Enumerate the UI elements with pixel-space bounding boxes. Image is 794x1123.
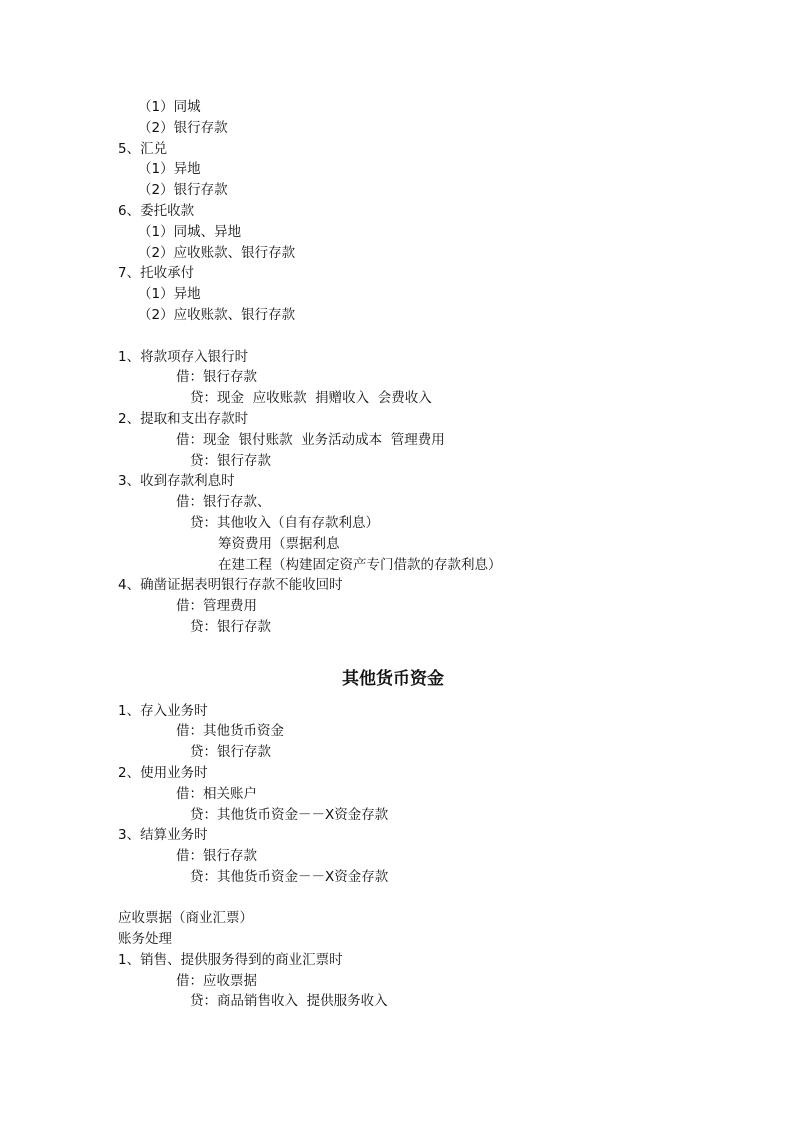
- entry-heading: 1、销售、提供服务得到的商业汇票时: [118, 952, 343, 968]
- debit-line: 借：管理费用: [176, 598, 257, 614]
- list-heading: 5、汇兑: [118, 141, 168, 157]
- entry-heading: 4、确凿证据表明银行存款不能收回时: [118, 577, 343, 593]
- subsection-title: 应收票据（商业汇票）: [118, 910, 253, 926]
- list-item: （1）异地: [138, 161, 201, 177]
- entry-heading: 3、结算业务时: [118, 827, 208, 843]
- debit-line: 借：其他货币资金: [176, 723, 284, 739]
- debit-line: 借：应收票据: [176, 973, 257, 989]
- section-title: 其他货币资金: [342, 669, 444, 689]
- entry-heading: 3、收到存款利息时: [118, 473, 235, 489]
- entry-heading: 1、将款项存入银行时: [118, 349, 249, 365]
- entry-heading: 2、提取和支出存款时: [118, 411, 249, 427]
- debit-line: 借：银行存款: [176, 848, 257, 864]
- list-item: （2）应收账款、银行存款: [138, 307, 296, 323]
- list-item: （2）银行存款: [138, 120, 228, 136]
- credit-line: 贷：其他收入（自有存款利息）: [190, 515, 379, 531]
- credit-line-continued: 在建工程（构建固定资产专门借款的存款利息）: [218, 557, 502, 573]
- entry-heading: 1、存入业务时: [118, 703, 208, 719]
- entry-heading: 2、使用业务时: [118, 765, 208, 781]
- list-item: （1）同城、异地: [138, 224, 242, 240]
- debit-line: 借：银行存款: [176, 369, 257, 385]
- list-item: （1）异地: [138, 286, 201, 302]
- credit-line: 贷：银行存款: [190, 619, 271, 635]
- debit-line: 借：现金 银付账款 业务活动成本 管理费用: [176, 432, 445, 448]
- credit-line-continued: 筹资费用（票据利息: [218, 536, 340, 552]
- list-heading: 6、委托收款: [118, 203, 195, 219]
- credit-line: 贷：银行存款: [190, 453, 271, 469]
- list-item: （2）应收账款、银行存款: [138, 245, 296, 261]
- debit-line: 借：相关账户: [176, 786, 257, 802]
- credit-line: 贷：银行存款: [190, 744, 271, 760]
- debit-line: 借：银行存款、: [176, 494, 271, 510]
- list-heading: 7、托收承付: [118, 265, 195, 281]
- subsection-subtitle: 账务处理: [118, 931, 172, 947]
- credit-line: 贷：其他货币资金－－X资金存款: [190, 807, 389, 823]
- credit-line: 贷：其他货币资金－－X资金存款: [190, 869, 389, 885]
- credit-line: 贷：商品销售收入 提供服务收入: [190, 993, 388, 1009]
- credit-line: 贷：现金 应收账款 捐赠收入 会费收入: [190, 390, 432, 406]
- list-item: （2）银行存款: [138, 182, 228, 198]
- list-item: （1）同城: [138, 99, 201, 115]
